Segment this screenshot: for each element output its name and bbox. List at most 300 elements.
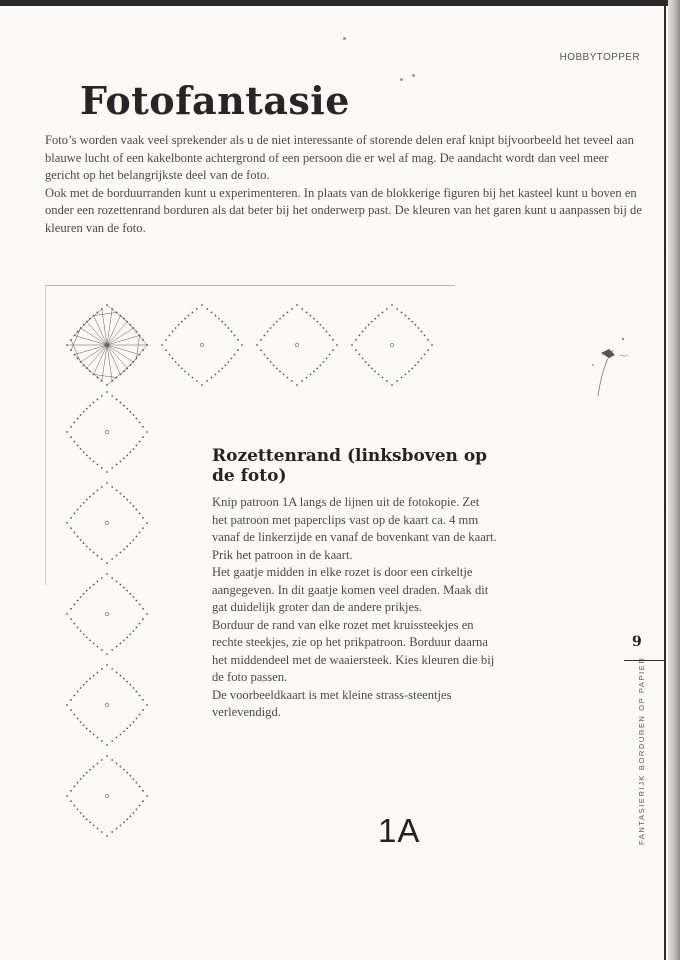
prick-dot <box>196 308 198 310</box>
prick-dot <box>139 513 141 515</box>
prick-dot <box>301 380 303 382</box>
rosette <box>66 391 148 473</box>
prick-dot <box>161 344 163 346</box>
prick-dot <box>421 358 423 360</box>
prick-dot <box>97 490 99 492</box>
prick-dot <box>80 414 82 416</box>
page-title: Fotofantasie <box>80 78 350 123</box>
intro-text <box>45 132 645 237</box>
prick-dot <box>120 461 122 463</box>
prick-dot <box>139 354 141 356</box>
prick-dot <box>111 831 113 833</box>
prick-dot <box>80 630 82 632</box>
prick-dot <box>126 636 128 638</box>
prick-dot <box>77 600 79 602</box>
prick-dot <box>136 718 138 720</box>
prick-dot <box>89 730 91 732</box>
prick-dot <box>287 377 289 379</box>
prick-dot <box>116 399 118 401</box>
prick-dot <box>351 344 353 346</box>
prick-dot <box>237 349 239 351</box>
prick-dot <box>83 364 85 366</box>
prick-dot <box>111 577 113 579</box>
prick-dot <box>224 324 226 326</box>
prick-dot <box>136 358 138 360</box>
prick-dot <box>74 354 76 356</box>
prick-dot <box>106 482 108 484</box>
prick-dot <box>101 649 103 651</box>
prick-dot <box>106 755 108 757</box>
prick-dot <box>287 312 289 314</box>
prick-dot <box>188 374 190 376</box>
prick-dot <box>123 678 125 680</box>
prick-dot <box>97 646 99 648</box>
prick-dot <box>211 377 213 379</box>
prick-dot <box>386 380 388 382</box>
prick-dot <box>329 354 331 356</box>
prick-dot <box>374 370 376 372</box>
prick-dot <box>146 704 148 706</box>
prick-dot <box>227 327 229 329</box>
prick-dot <box>241 344 243 346</box>
prick-dot <box>83 324 85 326</box>
pattern-left-rule <box>45 285 46 585</box>
prick-dot <box>116 763 118 765</box>
prick-dot <box>80 505 82 507</box>
prick-dot <box>296 304 298 306</box>
prick-dot <box>139 695 141 697</box>
prick-dot <box>111 467 113 469</box>
prick-dot <box>97 672 99 674</box>
prick-dot <box>70 527 72 529</box>
prick-dot <box>86 408 88 410</box>
prick-dot <box>126 727 128 729</box>
prick-dot <box>120 374 122 376</box>
prick-dot <box>368 364 370 366</box>
prick-dot <box>101 759 103 761</box>
prick-dot <box>192 312 194 314</box>
prick-dot <box>270 327 272 329</box>
prick-dot <box>111 558 113 560</box>
prick-dot <box>132 721 134 723</box>
prick-dot <box>123 457 125 459</box>
prick-dot <box>80 778 82 780</box>
prick-dot <box>86 321 88 323</box>
prick-dot <box>77 809 79 811</box>
prick-dot <box>70 349 72 351</box>
prick-dot <box>106 573 108 575</box>
prick-dot <box>319 364 321 366</box>
prick-dot <box>126 818 128 820</box>
intro-paragraph: Foto’s worden vaak veel sprekender als u de niet interessante of storende delen eraf knipt bijvoorbeeld het teveel aan blauwe lucht of een kakelbonte achtergrond of een persoon die er wel af mag. De aandacht wordt dan veel meer gericht op het belangrijkste deel van de foto. <box>45 133 634 182</box>
page-edge <box>668 0 680 960</box>
centre-hole <box>105 612 108 615</box>
prick-dot <box>359 354 361 356</box>
prick-dot <box>77 358 79 360</box>
prick-dot <box>86 727 88 729</box>
prick-dot <box>132 414 134 416</box>
prick-dot <box>136 809 138 811</box>
prick-dot <box>313 370 315 372</box>
prick-dot <box>111 668 113 670</box>
prick-dot <box>215 315 217 317</box>
prick-dot <box>132 687 134 689</box>
prick-dot <box>181 321 183 323</box>
prick-dot <box>97 763 99 765</box>
edge-stitch <box>74 355 90 372</box>
prick-dot <box>132 505 134 507</box>
instructions-paragraph: Het gaatje midden in elke rozet is door een cirkeltje aangegeven. In dit gaatje komen veel draden. Maak dit gat duidelijk groter dan de andere prikjes. <box>212 565 489 614</box>
prick-dot <box>123 639 125 641</box>
print-speck <box>343 37 346 40</box>
prick-dot <box>70 618 72 620</box>
prick-dot <box>77 536 79 538</box>
prick-dot <box>139 604 141 606</box>
prick-dot <box>146 613 148 615</box>
prick-dot <box>97 377 99 379</box>
prick-dot <box>326 331 328 333</box>
prick-dot <box>70 709 72 711</box>
prick-dot <box>77 509 79 511</box>
rosette <box>66 573 148 655</box>
prick-dot <box>93 643 95 645</box>
prick-dot <box>74 604 76 606</box>
prick-dot <box>260 339 262 341</box>
centre-hole <box>105 794 108 797</box>
prick-dot <box>86 499 88 501</box>
prick-dot <box>139 422 141 424</box>
print-speck <box>412 74 415 77</box>
prick-dot <box>237 339 239 341</box>
prick-dot <box>273 324 275 326</box>
prick-dot <box>126 408 128 410</box>
prick-dot <box>313 318 315 320</box>
prick-dot <box>111 486 113 488</box>
prick-dot <box>355 339 357 341</box>
centre-hole <box>200 343 203 346</box>
prick-dot <box>142 349 144 351</box>
instructions-paragraph: Knip patroon 1A langs de lijnen uit de fotokopie. Zet het patroon met paperclips vast op de kaart ca. 4 mm vanaf de linkerzijde en vanaf de bovenkant van de kaart. Prik het patroon in de kaart. <box>212 495 497 562</box>
prick-dot <box>120 643 122 645</box>
prick-dot <box>126 545 128 547</box>
prick-dot <box>142 790 144 792</box>
prick-dot <box>70 339 72 341</box>
prick-dot <box>106 653 108 655</box>
prick-dot <box>129 411 131 413</box>
prick-dot <box>175 327 177 329</box>
prick-dot <box>70 790 72 792</box>
prick-dot <box>316 367 318 369</box>
prick-dot <box>106 304 108 306</box>
fan-stitch <box>107 345 140 355</box>
prick-dot <box>408 318 410 320</box>
prick-dot <box>93 461 95 463</box>
prick-dot <box>89 457 91 459</box>
prick-dot <box>80 596 82 598</box>
prick-dot <box>206 308 208 310</box>
prick-dot <box>116 555 118 557</box>
prick-dot <box>80 327 82 329</box>
prick-dot <box>80 812 82 814</box>
prick-dot <box>74 623 76 625</box>
page-number: 9 <box>632 634 642 650</box>
prick-dot <box>80 687 82 689</box>
prick-dot <box>132 630 134 632</box>
prick-dot <box>93 315 95 317</box>
prick-dot <box>146 522 148 524</box>
prick-dot <box>132 361 134 363</box>
prick-dot <box>74 714 76 716</box>
prick-dot <box>329 335 331 337</box>
prick-dot <box>136 600 138 602</box>
prick-dot <box>83 451 85 453</box>
prick-dot <box>77 445 79 447</box>
prick-dot <box>93 584 95 586</box>
prick-dot <box>136 691 138 693</box>
prick-dot <box>129 502 131 504</box>
prick-dot <box>142 618 144 620</box>
running-footer: FANTASIERIJK BORDUREN OP PAPIER <box>637 656 646 845</box>
prick-dot <box>101 308 103 310</box>
prick-dot <box>80 539 82 541</box>
rosette <box>161 304 243 386</box>
prick-dot <box>89 370 91 372</box>
prick-dot <box>139 623 141 625</box>
fan-stitch <box>74 335 107 345</box>
prick-dot <box>97 555 99 557</box>
prick-dot <box>267 331 269 333</box>
rosette <box>66 482 148 564</box>
prick-dot <box>224 364 226 366</box>
prick-dot <box>111 649 113 651</box>
prick-dot <box>123 496 125 498</box>
prick-dot <box>93 374 95 376</box>
prick-dot <box>93 552 95 554</box>
prick-dot <box>74 805 76 807</box>
prick-dot <box>146 431 148 433</box>
prick-dot <box>129 364 131 366</box>
prick-dot <box>142 699 144 701</box>
prick-dot <box>83 593 85 595</box>
prick-dot <box>386 308 388 310</box>
prick-dot <box>136 418 138 420</box>
prick-dot <box>221 321 223 323</box>
prick-dot <box>123 587 125 589</box>
prick-dot <box>378 315 380 317</box>
prick-dot <box>70 517 72 519</box>
prick-dot <box>106 744 108 746</box>
prick-dot <box>136 331 138 333</box>
centre-hole <box>390 343 393 346</box>
prick-dot <box>70 436 72 438</box>
prick-dot <box>97 581 99 583</box>
prick-dot <box>89 769 91 771</box>
section-header: HOBBYTOPPER <box>559 52 640 63</box>
prick-dot <box>136 782 138 784</box>
prick-dot <box>74 422 76 424</box>
prick-dot <box>291 380 293 382</box>
prick-dot <box>227 361 229 363</box>
prick-dot <box>89 496 91 498</box>
prick-dot <box>382 312 384 314</box>
prick-dot <box>120 675 122 677</box>
prick-dot <box>310 315 312 317</box>
prick-dot <box>126 499 128 501</box>
prick-dot <box>401 377 403 379</box>
prick-dot <box>66 795 68 797</box>
prick-dot <box>66 613 68 615</box>
prick-dot <box>123 730 125 732</box>
prick-dot <box>101 740 103 742</box>
prick-dot <box>378 374 380 376</box>
prick-dot <box>116 312 118 314</box>
prick-dot <box>83 815 85 817</box>
prick-dot <box>111 308 113 310</box>
prick-dot <box>129 633 131 635</box>
prick-dot <box>319 324 321 326</box>
prick-dot <box>129 324 131 326</box>
prick-dot <box>264 335 266 337</box>
prick-dot <box>196 380 198 382</box>
prick-dot <box>396 380 398 382</box>
prick-dot <box>132 539 134 541</box>
prick-dot <box>116 490 118 492</box>
prick-dot <box>129 815 131 817</box>
prick-dot <box>374 318 376 320</box>
prick-dot <box>136 509 138 511</box>
prick-dot <box>83 684 85 686</box>
prick-dot <box>66 344 68 346</box>
prick-dot <box>89 318 91 320</box>
prick-dot <box>126 321 128 323</box>
prick-dot <box>165 339 167 341</box>
prick-dot <box>279 318 281 320</box>
prick-dot <box>66 704 68 706</box>
prick-dot <box>371 321 373 323</box>
prick-dot <box>129 593 131 595</box>
prick-dot <box>129 451 131 453</box>
prick-dot <box>184 318 186 320</box>
prick-dot <box>106 562 108 564</box>
prick-dot <box>86 590 88 592</box>
prick-dot <box>120 315 122 317</box>
prick-dot <box>391 384 393 386</box>
instructions-paragraph: De voorbeeldkaart is met kleine strass-steentjes verlevendigd. <box>212 687 452 719</box>
prick-dot <box>101 380 103 382</box>
prick-dot <box>142 436 144 438</box>
prick-dot <box>221 367 223 369</box>
prick-dot <box>326 358 328 360</box>
prick-dot <box>132 778 134 780</box>
centre-hole <box>105 430 108 433</box>
prick-dot <box>126 590 128 592</box>
prick-dot <box>184 370 186 372</box>
prick-dot <box>136 627 138 629</box>
prick-dot <box>101 558 103 560</box>
prick-dot <box>169 354 171 356</box>
prick-dot <box>83 502 85 504</box>
prick-dot <box>89 639 91 641</box>
prick-dot <box>362 331 364 333</box>
prick-dot <box>101 577 103 579</box>
prick-dot <box>77 627 79 629</box>
prick-dot <box>126 454 128 456</box>
prick-dot <box>142 800 144 802</box>
prick-dot <box>74 513 76 515</box>
prick-dot <box>355 349 357 351</box>
prick-dot <box>401 312 403 314</box>
prick-dot <box>101 668 103 670</box>
prick-dot <box>273 364 275 366</box>
prick-dot <box>106 471 108 473</box>
prick-dot <box>83 775 85 777</box>
prick-dot <box>365 327 367 329</box>
prick-dot <box>129 724 131 726</box>
prick-dot <box>77 718 79 720</box>
prick-dot <box>279 370 281 372</box>
prick-dot <box>120 552 122 554</box>
prick-dot <box>77 691 79 693</box>
prick-dot <box>83 542 85 544</box>
prick-dot <box>411 321 413 323</box>
prick-dot <box>139 441 141 443</box>
prick-dot <box>396 308 398 310</box>
prick-dot <box>111 740 113 742</box>
prick-dot <box>332 349 334 351</box>
rosette <box>351 304 433 386</box>
prick-dot <box>116 828 118 830</box>
prick-dot <box>178 364 180 366</box>
prick-dot <box>414 324 416 326</box>
prick-dot <box>74 441 76 443</box>
prick-dot <box>116 737 118 739</box>
prick-dot <box>260 349 262 351</box>
prick-dot <box>129 542 131 544</box>
prick-dot <box>83 411 85 413</box>
prick-dot <box>123 318 125 320</box>
prick-dot <box>310 374 312 376</box>
prick-dot <box>368 324 370 326</box>
prick-dot <box>74 695 76 697</box>
prick-dot <box>111 380 113 382</box>
prick-dot <box>70 426 72 428</box>
prick-dot <box>77 331 79 333</box>
right-margin-rule <box>664 6 666 960</box>
prick-dot <box>97 312 99 314</box>
prick-dot <box>93 734 95 736</box>
prick-dot <box>218 370 220 372</box>
prick-dot <box>316 321 318 323</box>
prick-dot <box>70 800 72 802</box>
rosette <box>66 304 148 386</box>
prick-dot <box>332 339 334 341</box>
intro-paragraph: Ook met de borduurranden kunt u experimenteren. In plaats van de blokkerige figuren bij het kasteel kunt u boven en onder een rozettenrand borduren als dat beter bij het onderwerp past. De kleuren van het garen kunt u aanpassen bij de kleuren van de foto. <box>45 185 642 235</box>
centre-hole <box>105 521 108 524</box>
prick-dot <box>322 327 324 329</box>
prick-dot <box>139 714 141 716</box>
prick-dot <box>139 532 141 534</box>
prick-dot <box>89 548 91 550</box>
prick-dot <box>283 315 285 317</box>
prick-dot <box>306 312 308 314</box>
prick-dot <box>89 405 91 407</box>
prick-dot <box>111 759 113 761</box>
prick-dot <box>101 486 103 488</box>
prick-dot <box>70 699 72 701</box>
prick-dot <box>431 344 433 346</box>
prick-dot <box>201 304 203 306</box>
prick-dot <box>411 367 413 369</box>
